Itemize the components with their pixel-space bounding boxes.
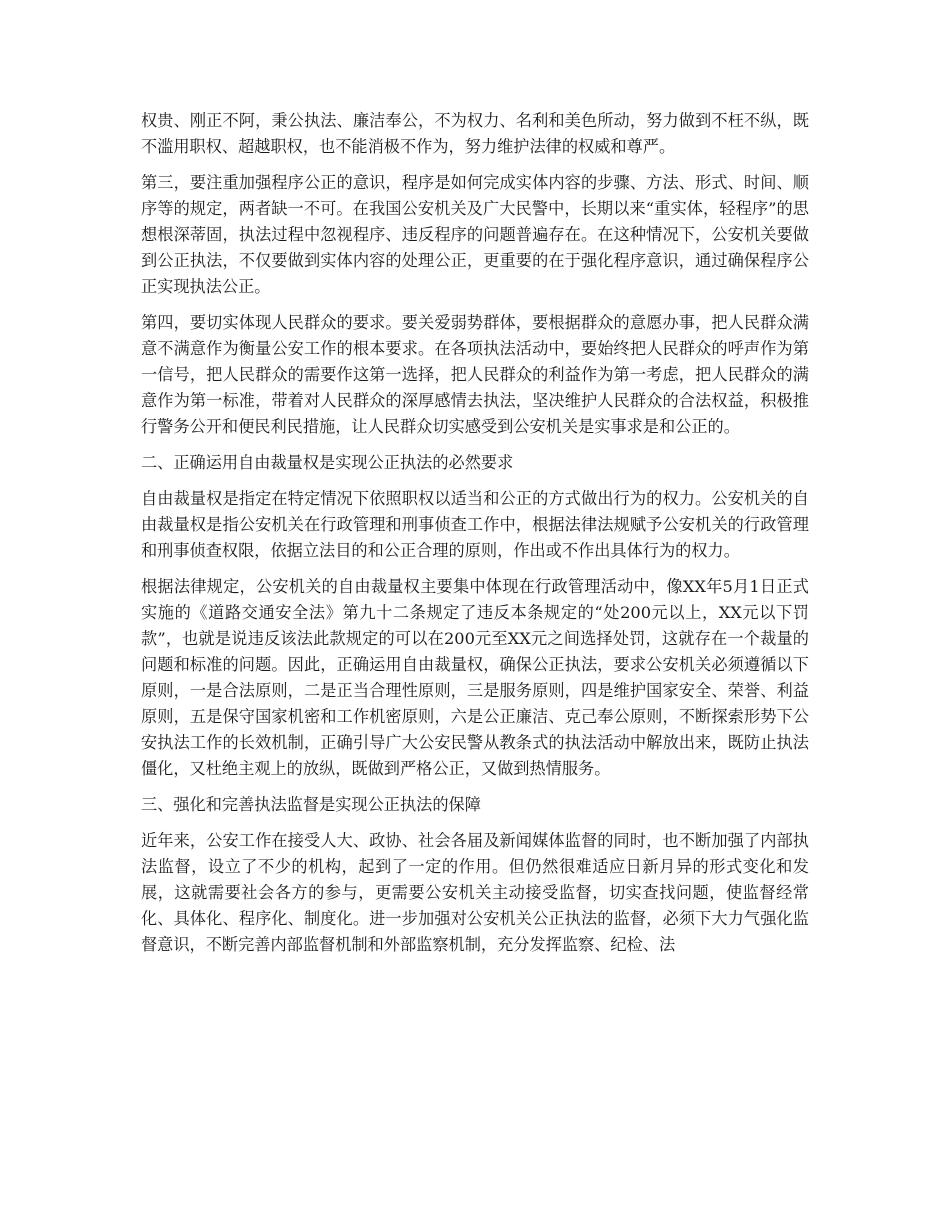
paragraph-public-demands: 第四，要切实体现人民群众的要求。要关爱弱势群体，要根据群众的意愿办事，把人民群众满意不满意作为衡量公安工作的根本要求。在各项执法活动中，要始终把人民群众的呼声作为第一信号，把人民群众的需要作这第一选择，把人民群众的利益作为第一考虑，把人民群众的满意作为第一标准，带着对人民群众的深厚感情去执法，坚决维护人民群众的合法权益，积极推行警务公开和便民利民措施，让人民群众切实感受到公安机关是实事求是和公正的。 [141,313,809,436]
paragraph-procedural-justice: 第三，要注重加强程序公正的意识，程序是如何完成实体内容的步骤、方法、形式、时间、顺序等的规定，两者缺一不可。在我国公安机关及广大民警中，长期以来“重实体，轻程序”的思想根深蒂固，执法过程中忽视程序、违反程序的问题普遍存在。在这种情况下，公安机关要做到公正执法，不仅要做到实体内容的处理公正，更重要的在于强化程序意识，通过确保程序公正实现执法公正。 [141,173,809,296]
paragraph-supervision: 近年来，公安工作在接受人大、政协、社会各届及新闻媒体监督的同时，也不断加强了内部执法监督，设立了不少的机构，起到了一定的作用。但仍然很难适应日新月异的形式变化和发展，这就需要社会各方的参与，更需要公安机关主动接受监督，切实查找问题，使监督经常化、具体化、程序化、制度化。进一步加强对公安机关公正执法的监督，必须下大力气强化监督意识，不断完善内部监督机制和外部监察机制，充分发挥监察、纪检、法 [141,831,809,954]
section-heading-discretion: 二、正确运用自由裁量权是实现公正执法的必然要求 [141,453,514,472]
document-body [141,108,809,968]
paragraph-continuation: 权贵、刚正不阿，秉公执法、廉洁奉公，不为权力、名利和美色所动，努力做到不枉不纵，既不滥用职权、超越职权，也不能消极不作为，努力维护法律的权威和尊严。 [141,111,809,156]
paragraph-discretion-definition: 自由裁量权是指定在特定情况下依照职权以适当和公正的方式做出行为的权力。公安机关的自由裁量权是指公安机关在行政管理和刑事侦查工作中，根据法律法规赋予公安机关的行政管理和刑事侦查权限，依据立法目的和公正合理的原则，作出或不作出具体行为的权力。 [141,489,809,560]
section-heading-supervision: 三、强化和完善执法监督是实现公正执法的保障 [141,795,481,814]
paragraph-discretion-principles: 根据法律规定，公安机关的自由裁量权主要集中体现在行政管理活动中，像XX年5月1日正式实施的《道路交通安全法》第九十二条规定了违反本条规定的“处200元以上，XX元以下罚款”，也就是说违反该法此款规定的可以在200元至XX元之间选择处罚，这就存在一个裁量的问题和标准的问题。因此，正确运用自由裁量权，确保公正执法，要求公安机关必须遵循以下原则，一是合法原则，二是正当合理性原则，三是服务原则，四是维护国家安全、荣誉、利益原则，五是保守国家机密和工作机密原则，六是公正廉洁、克己奉公原则，不断探索形势下公安执法工作的长效机制，正确引导广大公安民警从教条式的执法活动中解放出来，既防止执法僵化，又杜绝主观上的放纵，既做到严格公正，又做到热情服务。 [141,577,809,778]
